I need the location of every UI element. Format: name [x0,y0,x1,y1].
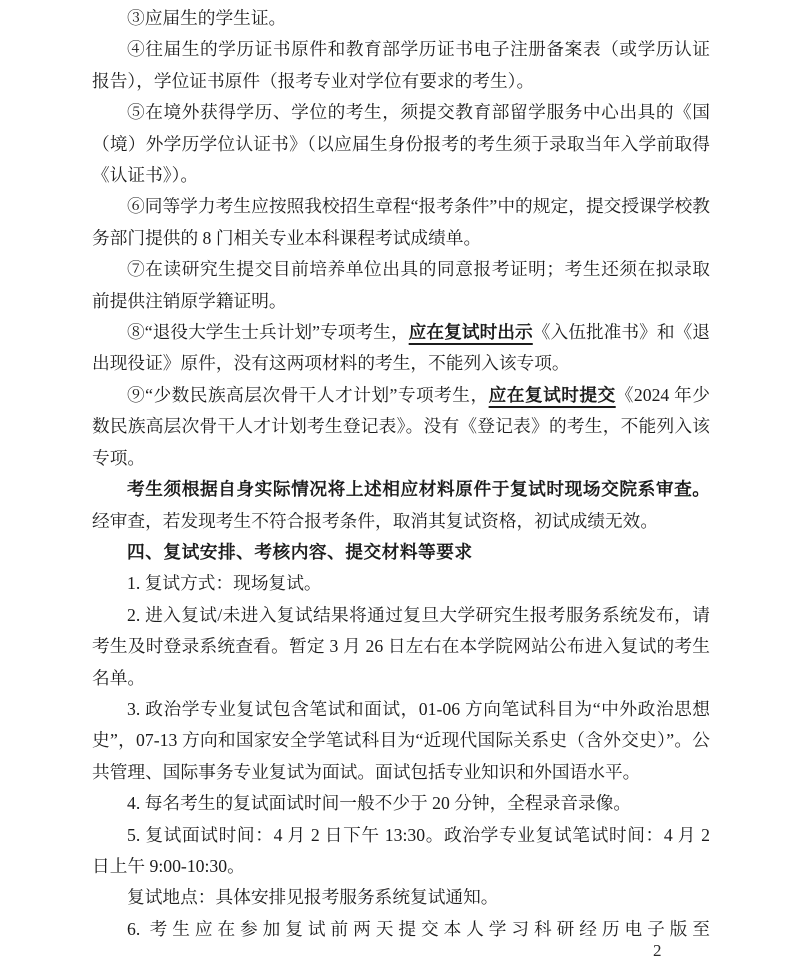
paragraph [92,317,710,380]
text-run: ④往届生的学历证书原件和教育部学历证书电子注册备案表（或学历认证报告），学位证书原件（报考专业对学位有要求的考生）。 [92,39,710,91]
text-run: 5. 复试面试时间：4 月 2 日下午 13:30。政治学专业复试笔试时间：4 月 2 日上午 9:00-10:30。 [92,824,710,876]
paragraph [92,474,710,537]
paragraph [92,788,710,819]
text-run: ⑧“退役大学生士兵计划”专项考生， [127,322,409,343]
document-body [92,3,710,945]
text-run: 复试地点：具体安排见报考服务系统复试通知。 [127,887,499,908]
paragraph [92,568,710,599]
paragraph [92,380,710,474]
text-run: 2. 进入复试/未进入复试结果将通过复旦大学研究生报考服务系统发布，请考生及时登录系统查看。暂定 3 月 26 日左右在本学院网站公布进入复试的考生名单。 [92,604,710,688]
emphasis-text: 考生须根据自身实际情况将上述相应材料原件于复试时现场交院系审查。 [127,479,710,500]
paragraph [92,600,710,694]
section-heading [92,537,710,568]
emphasis-text: 应在复试时出示 [408,322,533,343]
emphasis-text: 四、复试安排、考核内容、提交材料等要求 [127,541,473,562]
paragraph [92,914,710,945]
text-run: 3. 政治学专业复试包含笔试和面试，01-06 方向笔试科目为“中外政治思想史”，07-13 方向和国家安全学笔试科目为“近现代国际关系史（含外交史）”。公共管理、国际事务专业复试为面试。面试包括专业知识和外国语水平。 [92,698,710,782]
text-run: ⑤在境外获得学历、学位的考生，须提交教育部留学服务中心出具的《国（境）外学历学位认证书》（以应届生身份报考的考生须于录取当年入学前取得《认证书》）。 [92,102,710,186]
paragraph [92,820,710,883]
text-run: ⑨“少数民族高层次骨干人才计划”专项考生， [127,384,489,405]
paragraph [92,97,710,191]
text-run: ⑥同等学力考生应按照我校招生章程“报考条件”中的规定，提交授课学校教务部门提供的 8 门相关专业本科课程考试成绩单。 [92,196,710,248]
paragraph [92,191,710,254]
paragraph [92,694,710,788]
text-run: 经审查，若发现考生不符合报考条件，取消其复试资格，初试成绩无效。 [92,510,659,531]
text-run: 《2024 年少数民族高层次骨干人才计划考生登记表》。没有《登记表》的考生，不能列入该专项。 [92,384,710,468]
text-run: 1. 复试方式：现场复试。 [127,573,322,594]
page-number: 2 [653,941,662,960]
text-run: ⑦在读研究生提交目前培养单位出具的同意报考证明；考生还须在拟录取前提供注销原学籍证明。 [92,259,710,311]
text-run: ③应届生的学生证。 [127,8,287,28]
text-run: 《入伍批准书》和《退出现役证》原件，没有这两项材料的考生，不能列入该专项。 [92,322,710,374]
paragraph [92,3,710,34]
emphasis-text: 应在复试时提交 [488,384,616,405]
paragraph [92,254,710,317]
text-run: 6. 考生应在参加复试前两天提交本人学习科研经历电子版至 [127,918,710,939]
paragraph [92,882,710,913]
text-run: 4. 每名考生的复试面试时间一般不少于 20 分钟，全程录音录像。 [127,793,632,814]
paragraph [92,34,710,97]
